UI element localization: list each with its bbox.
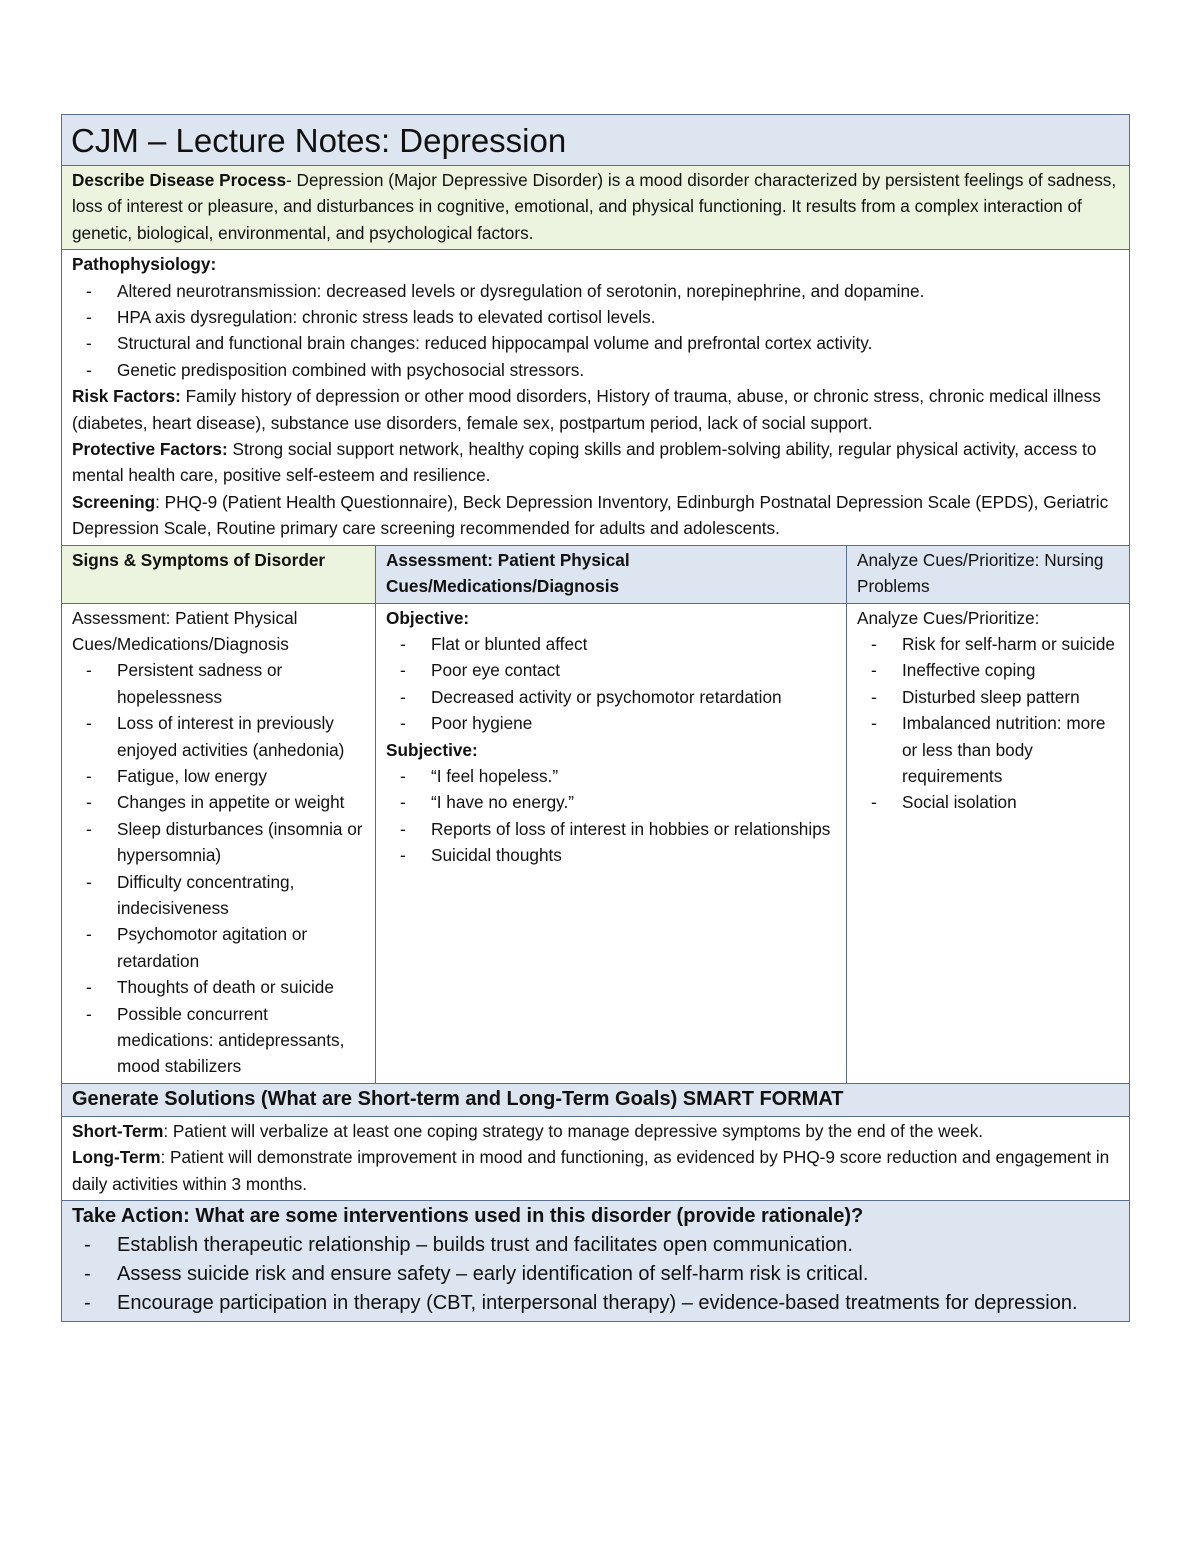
header-assessment-text: Assessment: Patient Physical Cues/Medications/Diagnosis [386,549,630,597]
long-term-text: : Patient will demonstrate improvement in mood and functioning, as evidenced by PHQ-9 score reduction and engagement in daily activities within 3 months. [72,1147,1110,1194]
screening-label: Screening [72,491,156,512]
risk-text: Family history of depression or other mood disorders, History of trauma, abuse, or chronic stress, chronic medical illness (diabetes, heart disease), substance use disorders, female sex, postpartum period, lack of social support. [72,386,1101,433]
list-item: - Establish therapeutic relationship – builds trust and facilitates open communication. [72,1231,1119,1260]
list-item: - Social isolation [857,789,1119,815]
list-item: - Changes in appetite or weight [72,789,365,815]
describe-disease-section [62,166,1129,250]
list-item: - Psychomotor agitation or retardation [72,921,365,974]
column-headers [62,546,1129,604]
protective-factors [72,436,1119,489]
signs-intro: Assessment: Patient Physical Cues/Medications/Diagnosis [72,607,298,654]
list-item: - Disturbed sleep pattern [857,684,1119,710]
list-item: - Altered neurotransmission: decreased levels or dysregulation of serotonin, norepinephrine, and dopamine. [72,278,1119,304]
list-item: - Genetic predisposition combined with psychosocial stressors. [72,357,1119,383]
list-item: - Encourage participation in therapy (CBT, interpersonal therapy) – evidence-based treatments for depression. [72,1289,1119,1318]
screening [72,489,1119,542]
list-item: - Ineffective coping [857,657,1119,683]
protective-text: Strong social support network, healthy coping skills and problem-solving ability, regular physical activity, access to mental health care, positive self-esteem and resilience. [72,439,1097,486]
long-term-label: Long-Term [72,1147,161,1168]
short-term-label: Short-Term [72,1120,164,1141]
list-item: - Thoughts of death or suicide [72,974,365,1000]
column-body [62,604,1129,1084]
subjective-list [386,763,836,869]
goals-section [62,1117,1129,1201]
action-heading: Take Action: What are some interventions used in this disorder (provide rationale)? [72,1205,864,1228]
list-item: - Difficulty concentrating, indecisiveness [72,869,365,922]
screening-text: : PHQ-9 (Patient Health Questionnaire), Beck Depression Inventory, Edinburgh Postnatal Depression Scale (EPDS), Geriatric Depression Scale, Routine primary care screening recommended for adults and adolescents. [72,491,1109,539]
list-item: - Suicidal thoughts [386,842,836,868]
list-item: - “I have no energy.” [386,789,836,815]
list-item: - Possible concurrent medications: antidepressants, mood stabilizers [72,1001,365,1080]
list-item: - Sleep disturbances (insomnia or hypersomnia) [72,816,365,869]
signs-column [62,604,376,1083]
list-item: - “I feel hopeless.” [386,763,836,789]
patho-list [72,278,1119,384]
list-item: - Flat or blunted affect [386,631,836,657]
action-list [72,1231,1119,1318]
list-item: - Imbalanced nutrition: more or less than body requirements [857,710,1119,789]
header-analyze-text: Analyze Cues/Prioritize: Nursing Problems [857,549,1104,597]
risk-label: Risk Factors: [72,386,181,407]
analyze-column [847,604,1129,1083]
analyze-intro: Analyze Cues/Prioritize: [857,607,1040,628]
protective-label: Protective Factors: [72,439,228,460]
patho-label: Pathophysiology: [72,254,217,275]
risk-factors [72,383,1119,436]
list-item: - Reports of loss of interest in hobbies or relationships [386,816,836,842]
describe-label: Describe Disease Process [72,170,287,190]
long-term-goal [72,1144,1119,1197]
list-item: - Decreased activity or psychomotor retardation [386,684,836,710]
overview-section [62,250,1129,545]
signs-list [72,657,365,1080]
objective-list [386,631,836,737]
short-term-goal [72,1118,1119,1144]
list-item: - Fatigue, low energy [72,763,365,789]
header-signs-text: Signs & Symptoms of Disorder [72,549,326,570]
header-assessment [376,546,847,603]
page-title: CJM – Lecture Notes: Depression [62,115,1129,166]
analyze-list [857,631,1119,816]
list-item: - Poor hygiene [386,710,836,736]
goals-heading: Generate Solutions (What are Short-term and Long-Term Goals) SMART FORMAT [62,1084,1129,1117]
list-item: - Structural and functional brain changes: reduced hippocampal volume and prefrontal cortex activity. [72,330,1119,356]
objective-label: Objective: [386,607,470,628]
header-signs [62,546,376,603]
short-term-text: : Patient will verbalize at least one coping strategy to manage depressive symptoms by the end of the week. [163,1120,984,1141]
list-item: - HPA axis dysregulation: chronic stress leads to elevated cortisol levels. [72,304,1119,330]
lecture-notes-table [61,114,1130,1322]
header-analyze [847,546,1129,603]
list-item: - Loss of interest in previously enjoyed activities (anhedonia) [72,710,365,763]
list-item: - Poor eye contact [386,657,836,683]
action-section [62,1201,1129,1321]
list-item: - Risk for self-harm or suicide [857,631,1119,657]
list-item: - Persistent sadness or hopelessness [72,657,365,710]
describe-text: - Depression (Major Depressive Disorder) is a mood disorder characterized by persistent feelings of sadness, loss of interest or pleasure, and disturbances in cognitive, emotional, and physical functioning. It results from a complex interaction of genetic, biological, environmental, and psychological factors. [72,170,1117,243]
subjective-label: Subjective: [386,739,478,760]
assessment-column [376,604,847,1083]
list-item: - Assess suicide risk and ensure safety – early identification of self-harm risk is critical. [72,1260,1119,1289]
